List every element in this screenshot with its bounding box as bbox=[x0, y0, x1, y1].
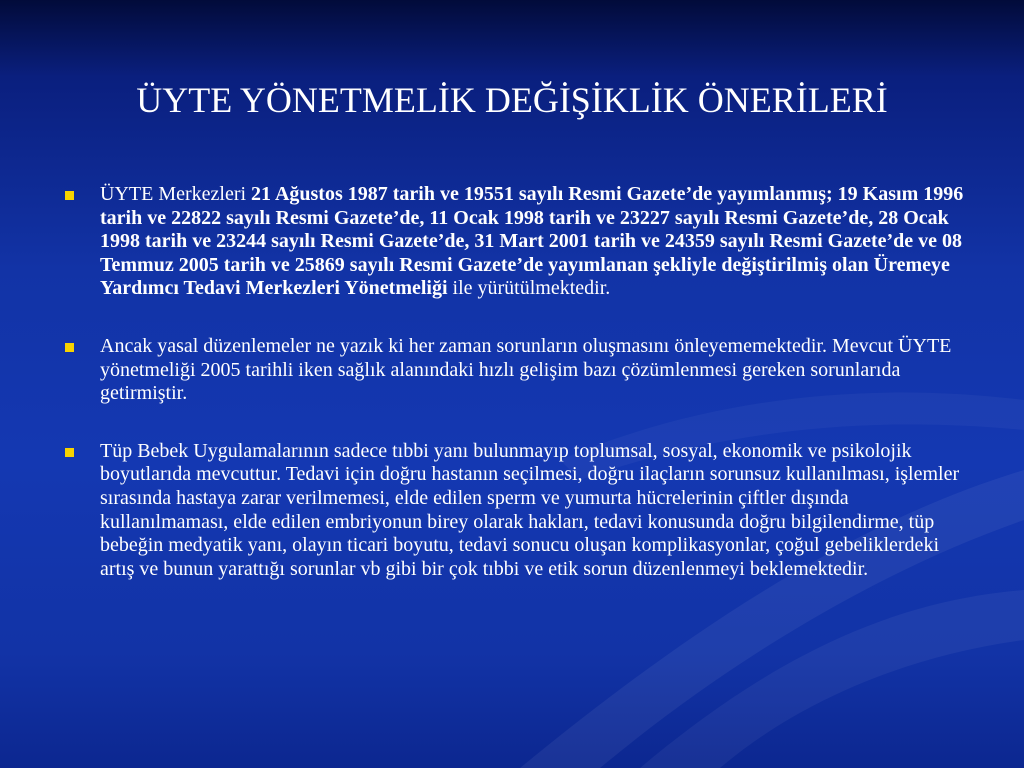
bullet-item-1 bbox=[60, 183, 970, 301]
bullet-3-text: Tüp Bebek Uygulamalarının sadece tıbbi yanı bulunmayıp toplumsal, sosyal, ekonomik ve psikolojik boyutlarıda mevcuttur. Tedavi için doğru hastanın seçilmesi, doğru ilaçların sorunsuz kullanılması, işlemler sırasında hastaya zarar verilmemesi, elde edilen sperm ve yumurta hücrelerinin çiftler dışında kullanılmaması, elde edilen embriyonun birey olarak hakları, tedavi konusunda doğru bilgilendirme, tüp bebeğin medyatik yanı, olayın ticari boyutu, tedavi sonucu oluşan komplikasyonlar, çoğul gebeliklerdeki artış ve bunun yarattığı sorunlar vb gibi bir çok tıbbi ve etik sorun düzenlenmeyi beklemektedir. bbox=[100, 439, 960, 580]
slide-title: ÜYTE YÖNETMELİK DEĞİŞİKLİK ÖNERİLERİ bbox=[136, 80, 888, 120]
bullet-1-bold-text: 21 Ağustos 1987 tarih ve 19551 sayılı Resmi Gazete’de yayımlanmış; 19 Kasım 1996 tarih ve 22822 sayılı Resmi Gazete’de, 11 Ocak 1998 tarih ve 23227 sayılı Resmi Gazete’de, 28 Ocak 1998 tarih ve 23244 sayılı Resmi Gazete’de, 31 Mart 2001 tarih ve 24359 sayılı Resmi Gazete’de ve 08 Temmuz 2005 tarih ve 25869 sayılı Resmi Gazete’de yayımlanan şekliyle değiştirilmiş olan Üremeye Yardımcı Tedavi Merkezleri Yönetmeliği bbox=[100, 183, 964, 300]
bullet-1-lead: ÜYTE Merkezleri bbox=[100, 183, 252, 205]
bullet-item-2 bbox=[60, 335, 970, 406]
square-bullet-icon bbox=[65, 448, 74, 457]
bullet-list bbox=[60, 183, 970, 615]
square-bullet-icon bbox=[65, 191, 74, 200]
bullet-item-3 bbox=[60, 440, 970, 582]
bullet-2-text: Ancak yasal düzenlemeler ne yazık ki her zaman sorunların oluşmasını önleyememektedir. Mevcut ÜYTE yönetmeliği 2005 tarihli iken sağlık alanındaki hızlı gelişim bazı çözümlenmesi gereken sorunlarıda getirmiştir. bbox=[100, 334, 952, 405]
bullet-1-tail: ile yürütülmektedir. bbox=[447, 277, 611, 300]
square-bullet-icon bbox=[65, 343, 74, 352]
